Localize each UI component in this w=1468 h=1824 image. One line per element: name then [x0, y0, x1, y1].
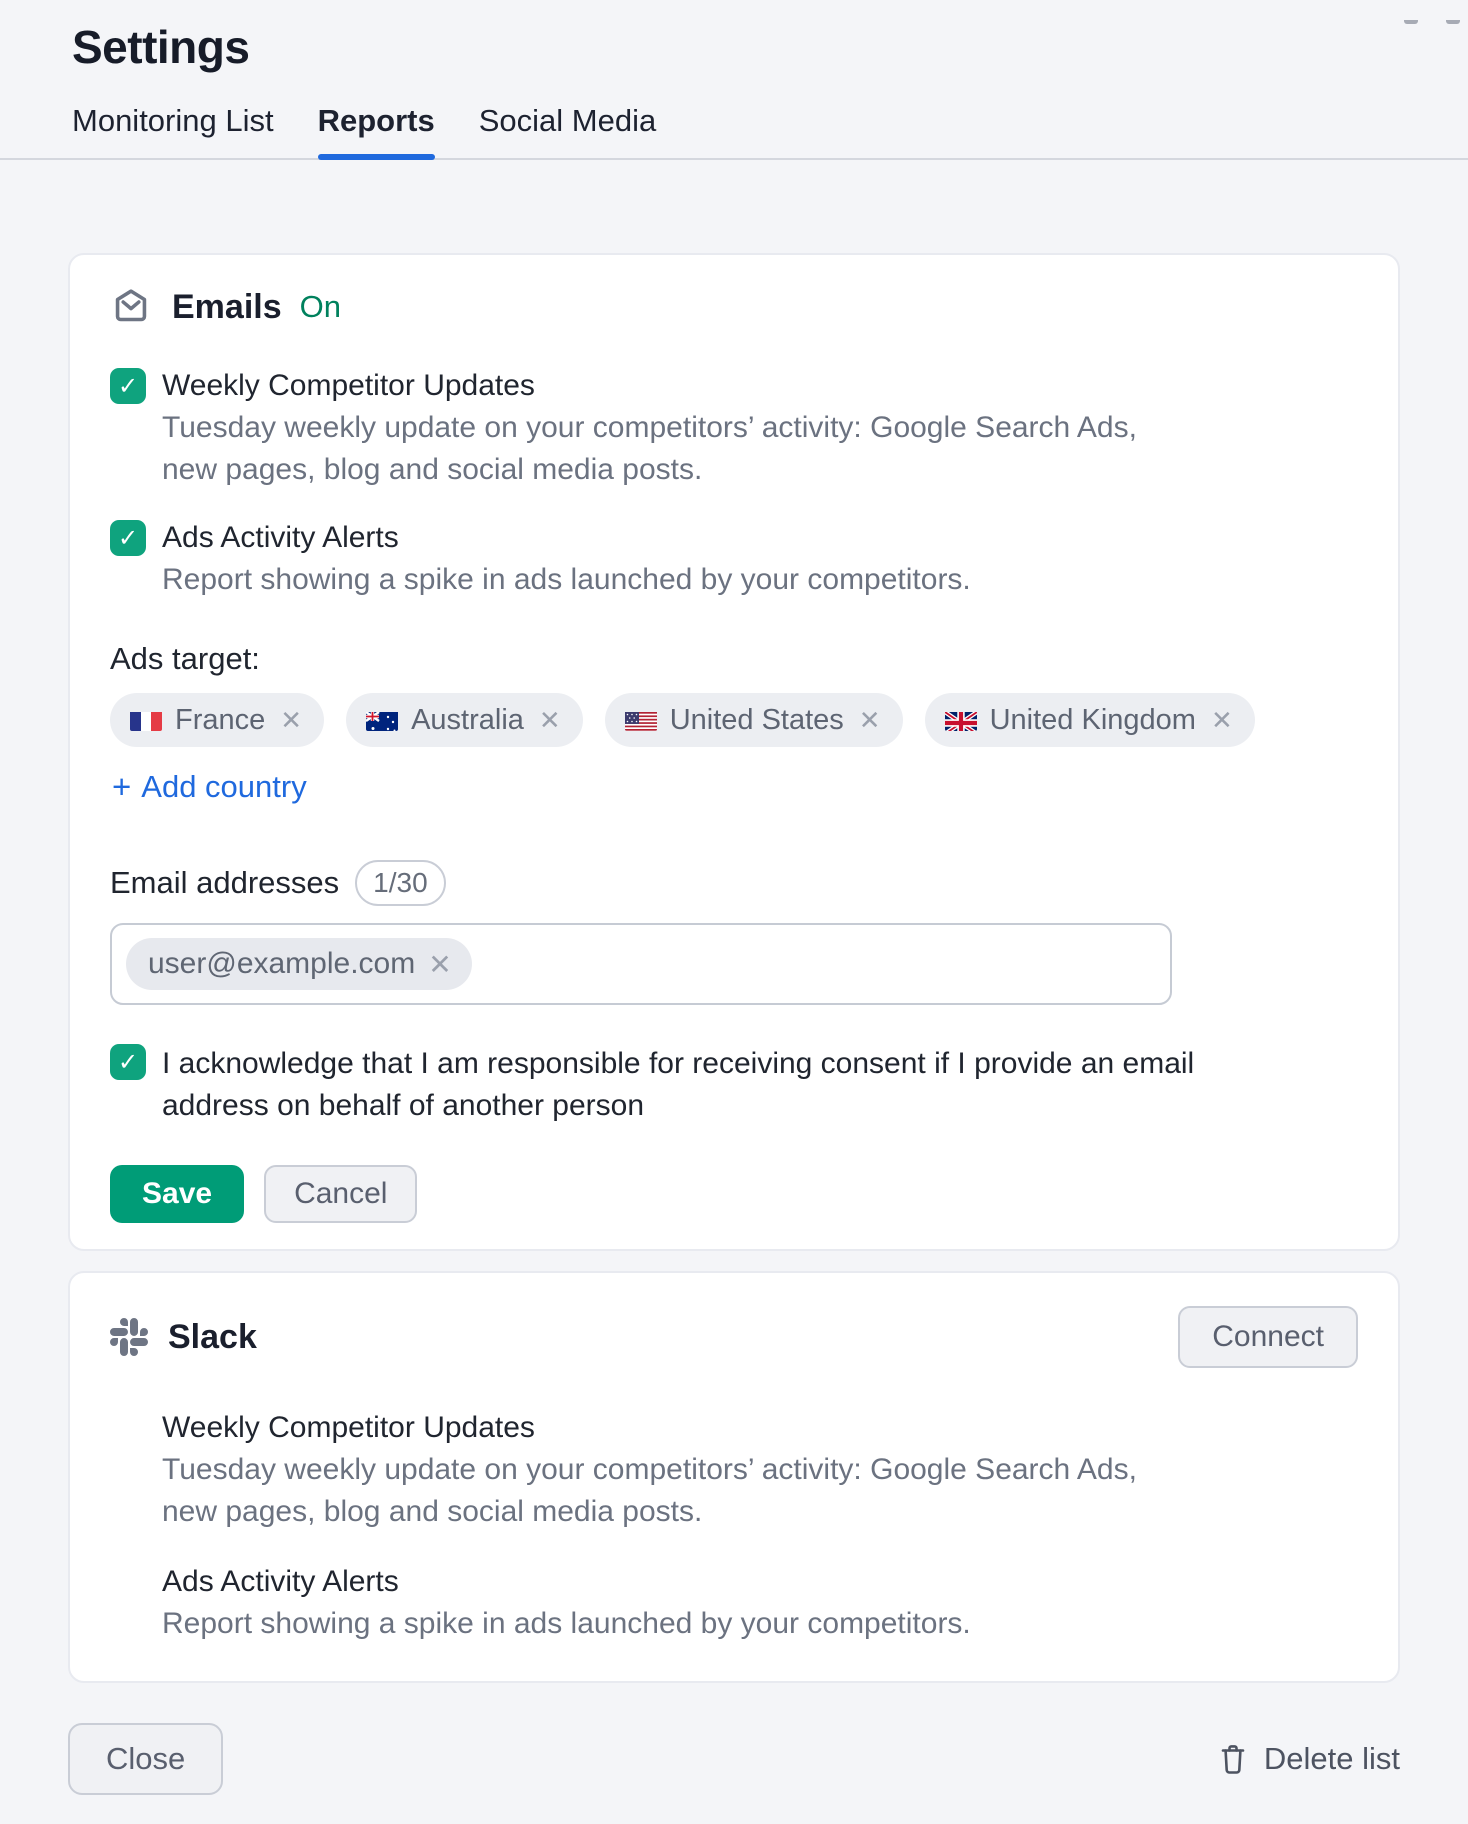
country-chip-france	[110, 693, 324, 747]
add-country-button[interactable]	[112, 767, 307, 807]
consent-checkbox[interactable]	[110, 1044, 146, 1080]
emails-status-badge: On	[299, 289, 341, 324]
email-addresses-input[interactable]	[110, 923, 1172, 1005]
weekly-updates-label: Weekly Competitor Updates	[162, 369, 535, 402]
window-control-remnant-icon	[1404, 20, 1418, 24]
country-chip-label: Australia	[411, 703, 524, 736]
country-chip-label: United Kingdom	[989, 703, 1196, 736]
close-button[interactable]: Close	[68, 1723, 223, 1795]
emails-card	[68, 253, 1400, 1251]
weekly-updates-description: Tuesday weekly update on your competitors’ activity: Google Search Ads, new pages, blog and social media posts.	[162, 411, 1137, 486]
flag-australia-icon	[366, 709, 398, 731]
plus-icon: +	[112, 768, 132, 805]
remove-country-icon[interactable]: ✕	[1210, 704, 1233, 735]
check-icon: ✓	[117, 1048, 139, 1076]
consent-label: I acknowledge that I am responsible for receiving consent if I provide an email address on behalf of another person	[162, 1047, 1195, 1122]
country-chip-united-kingdom	[925, 693, 1255, 747]
remove-country-icon[interactable]: ✕	[538, 704, 561, 735]
tab-social-media[interactable]: Social Media	[478, 103, 657, 138]
country-chip-australia	[346, 693, 583, 747]
flag-france-icon	[130, 709, 162, 731]
slack-weekly-updates-description: Tuesday weekly update on your competitors’ activity: Google Search Ads, new pages, blog and social media posts.	[162, 1453, 1137, 1528]
remove-country-icon[interactable]: ✕	[280, 704, 303, 735]
weekly-updates-checkbox[interactable]	[110, 368, 146, 404]
delete-list-label: Delete list	[1263, 1741, 1400, 1776]
settings-content	[0, 253, 1468, 1683]
check-icon: ✓	[117, 524, 139, 552]
tab-monitoring-list[interactable]: Monitoring List	[72, 103, 274, 138]
delete-list-button[interactable]	[1217, 1741, 1400, 1777]
slack-card-title: Slack	[168, 1317, 257, 1356]
email-chip	[126, 938, 472, 990]
weekly-updates-option	[110, 367, 1358, 491]
slack-ads-alerts-item	[162, 1563, 1358, 1645]
country-chip-united-states	[605, 693, 903, 747]
add-country-label: Add country	[141, 769, 307, 804]
ads-alerts-description: Report showing a spike in ads launched by your competitors.	[162, 563, 971, 596]
email-count-badge: 1/30	[355, 860, 446, 906]
tab-bar	[0, 102, 1468, 160]
slack-weekly-updates-label: Weekly Competitor Updates	[162, 1411, 535, 1444]
slack-card	[68, 1271, 1400, 1683]
remove-country-icon[interactable]: ✕	[858, 704, 881, 735]
envelope-icon	[110, 284, 152, 331]
consent-row	[110, 1043, 1358, 1127]
connect-slack-button[interactable]: Connect	[1178, 1306, 1358, 1368]
slack-weekly-updates-item	[162, 1409, 1358, 1533]
email-addresses-label: Email addresses	[110, 865, 340, 900]
country-chip-list	[110, 693, 1358, 747]
emails-card-title: Emails	[172, 287, 282, 326]
emails-card-header	[110, 287, 1358, 327]
page-title: Settings	[72, 21, 250, 73]
remove-email-icon[interactable]: ✕	[428, 948, 452, 980]
cancel-button[interactable]: Cancel	[264, 1165, 417, 1223]
window-control-remnant-icon	[1446, 20, 1460, 24]
flag-united-states-icon	[625, 709, 657, 731]
slack-ads-alerts-description: Report showing a spike in ads launched by your competitors.	[162, 1607, 971, 1640]
slack-ads-alerts-label: Ads Activity Alerts	[162, 1565, 399, 1598]
ads-alerts-label: Ads Activity Alerts	[162, 521, 399, 554]
check-icon: ✓	[117, 372, 139, 400]
save-button[interactable]: Save	[110, 1165, 244, 1223]
ads-target-label: Ads target:	[110, 641, 260, 676]
trash-icon	[1217, 1742, 1249, 1776]
country-chip-label: France	[175, 703, 266, 736]
ads-alerts-checkbox[interactable]	[110, 520, 146, 556]
ads-alerts-option	[110, 519, 1358, 601]
country-chip-label: United States	[669, 703, 844, 736]
email-chip-value: user@example.com	[148, 947, 416, 980]
tab-reports[interactable]: Reports	[318, 102, 435, 158]
flag-united-kingdom-icon	[945, 709, 977, 731]
slack-icon	[110, 1318, 148, 1356]
